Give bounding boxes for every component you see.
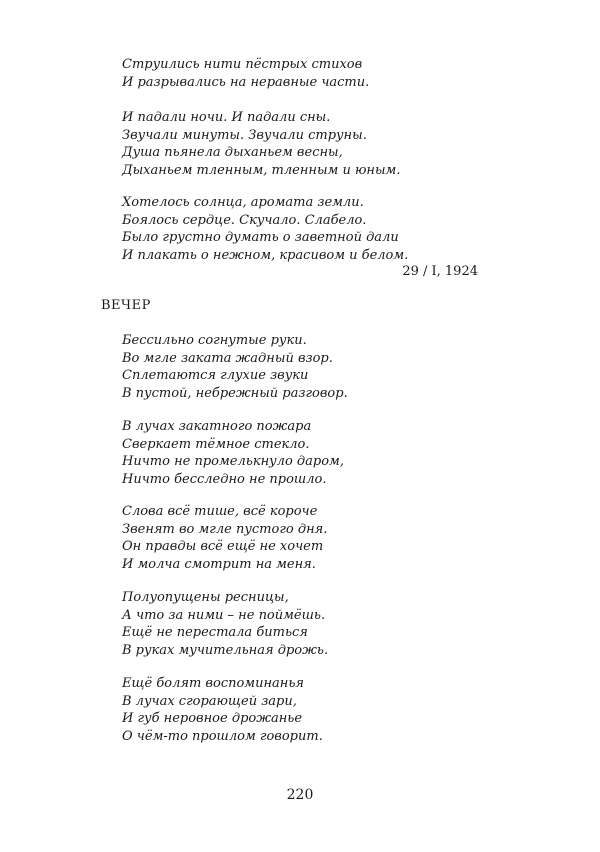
poem-line: Было грустно думать о заветной дали [122,230,399,246]
page-number: 220 [286,787,314,803]
poem-line: Бессильно согнутые руки. [122,333,307,348]
poem2-stanza-4 [122,589,328,659]
poem-line: Звучали минуты. Звучали струны. [122,127,367,143]
poem-line: Ничто не промелькнуло даром, [122,454,344,470]
poem2-stanza-1 [122,332,348,402]
poem-line: В лучах закатного пожара [122,419,312,434]
poem1-date: 29 / I, 1924 [402,264,478,279]
poem-line: Дыханьем тленным, тленным и юным. [122,162,401,178]
poem-line: И падали ночи. И падали сны. [122,110,331,125]
poem-line: Ещё болят воспоминанья [122,676,305,691]
poem-line: Слова всё тише, всё короче [122,504,318,519]
poem-line: Звенят во мгле пустого дня. [122,521,328,537]
poem-line: Он правды всё ещё не хочет [122,539,324,555]
poem-line: Хотелось солнца, аромата земли. [122,195,364,210]
poem1-stanza-1 [122,56,369,91]
poem-line: Струились нити пёстрых стихов [122,57,363,72]
poem-line: В лучах сгорающей зари, [122,693,297,709]
poem2-stanza-2 [122,418,344,488]
poem1-stanza-3 [122,194,408,264]
poem-line: О чём-то прошлом говорит. [122,728,323,744]
poem-line: В пустой, небрежный разговор. [122,385,348,401]
poem-line: Полуопущены ресницы, [122,590,289,605]
poem2-stanza-3 [122,503,327,573]
poem-line: И губ неровное дрожанье [122,711,303,727]
poem-line: Во мгле заката жадный взор. [122,350,333,366]
poem-line: Сплетаются глухие звуки [122,368,309,384]
poem-line: И молча смотрит на меня. [122,556,316,572]
poem-line: Ничто бесследно не прошло. [122,471,327,487]
poem-line: Сверкает тёмное стекло. [122,436,310,452]
poem-line: Боялось сердце. Скучало. Слабело. [122,212,367,228]
poem-line: И разрывались на неравные части. [122,74,370,90]
poem2-title: ВЕЧЕР [101,298,151,313]
poem-line: Душа пьянела дыханьем весны, [122,145,343,161]
poem2-stanza-5 [122,675,323,745]
poem-line: И плакать о нежном, красивом и белом. [122,247,409,263]
poem-line: Ещё не перестала биться [122,625,308,641]
poem-line: А что за ними – не поймёшь. [122,607,326,623]
poem1-stanza-2 [122,109,400,179]
poem-line: В руках мучительная дрожь. [122,642,329,658]
